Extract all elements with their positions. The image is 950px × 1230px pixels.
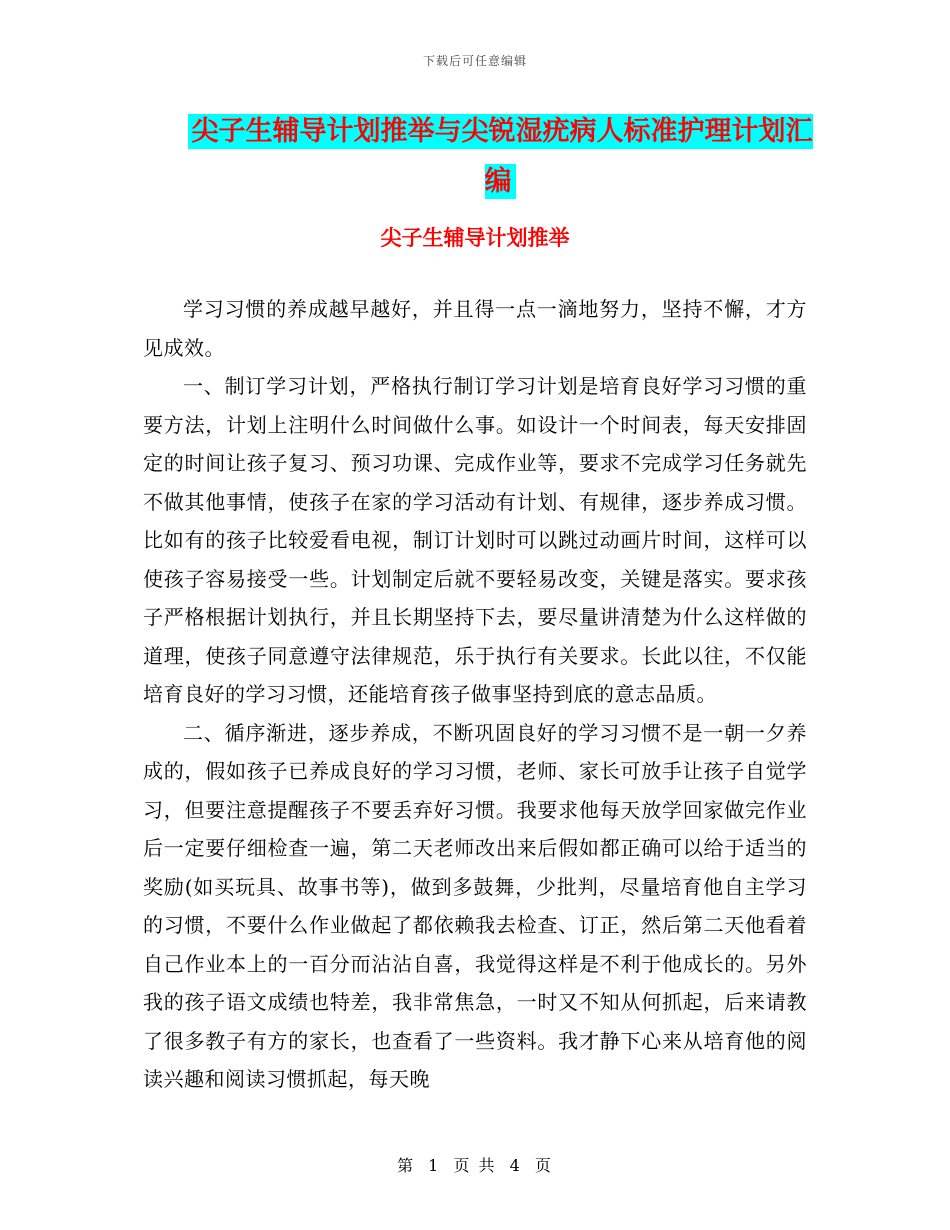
header-note: 下载后可任意编辑 bbox=[422, 54, 527, 68]
current-page-number: 1 bbox=[428, 1156, 441, 1175]
paragraph-study-plan: 一、制订学习计划，严格执行制订学习计划是培育良好学习习惯的重要方法，计划上注明什么时间做什么事。如设计一个时间表，每天安排固定的时间让孩子复习、预习功课、完成作业等，要求不完成学习任务就先不做其他事情，使孩子在家的学习活动有计划、有规律，逐步养成习惯。比如有的孩子比较爱看电视，制订计划时可以跳过动画片时间，这样可以使孩子容易接受一些。计划制定后就不要轻易改变，关键是落实。要求孩子严格根据计划执行，并且长期坚持下去，要尽量讲清楚为什么这样做的道理，使孩子同意遵守法律规范，乐于执行有关要求。长此以往，不仅能培育良好的学习习惯，还能培育孩子做事坚持到底的意志品质。 bbox=[143, 374, 807, 706]
document-body bbox=[143, 290, 807, 1099]
document-title-text: 尖子生辅导计划推举与尖锐湿疣病人标准护理计划汇编 bbox=[188, 114, 813, 199]
document-title bbox=[185, 107, 815, 207]
paragraph-intro: 学习习惯的养成越早越好，并且得一点一滴地努力，坚持不懈，才方见成效。 bbox=[143, 297, 807, 360]
section-title: 尖子生辅导计划推举 bbox=[380, 226, 570, 250]
page-footer bbox=[0, 1153, 950, 1176]
total-pages-number: 4 bbox=[509, 1156, 522, 1175]
page-label-suffix: 页 bbox=[534, 1156, 553, 1175]
page-label-mid: 页 共 bbox=[453, 1156, 497, 1175]
paragraph-gradual-progress: 二、循序渐进，逐步养成，不断巩固良好的学习习惯不是一朝一夕养成的，假如孩子已养成良好的学习习惯，老师、家长可放手让孩子自觉学习，但要注意提醒孩子不要丢弃好习惯。我要求他每天放学回家做完作业后一定要仔细检查一遍，第二天老师改出来后假如都正确可以给于适当的奖励(如买玩具、故事书等)，做到多鼓舞，少批判，尽量培育他自主学习的习惯，不要什么作业做起了都依赖我去检查、订正，然后第二天他看着自己作业本上的一百分而沾沾自喜，我觉得这样是不利于他成长的。另外我的孩子语文成绩也特差，我非常焦急，一时又不知从何抓起，后来请教了很多教子有方的家长，也查看了一些资料。我才静下心来从培育他的阅读兴趣和阅读习惯抓起，每天晚 bbox=[143, 720, 807, 1091]
page-label-prefix: 第 bbox=[397, 1156, 416, 1175]
